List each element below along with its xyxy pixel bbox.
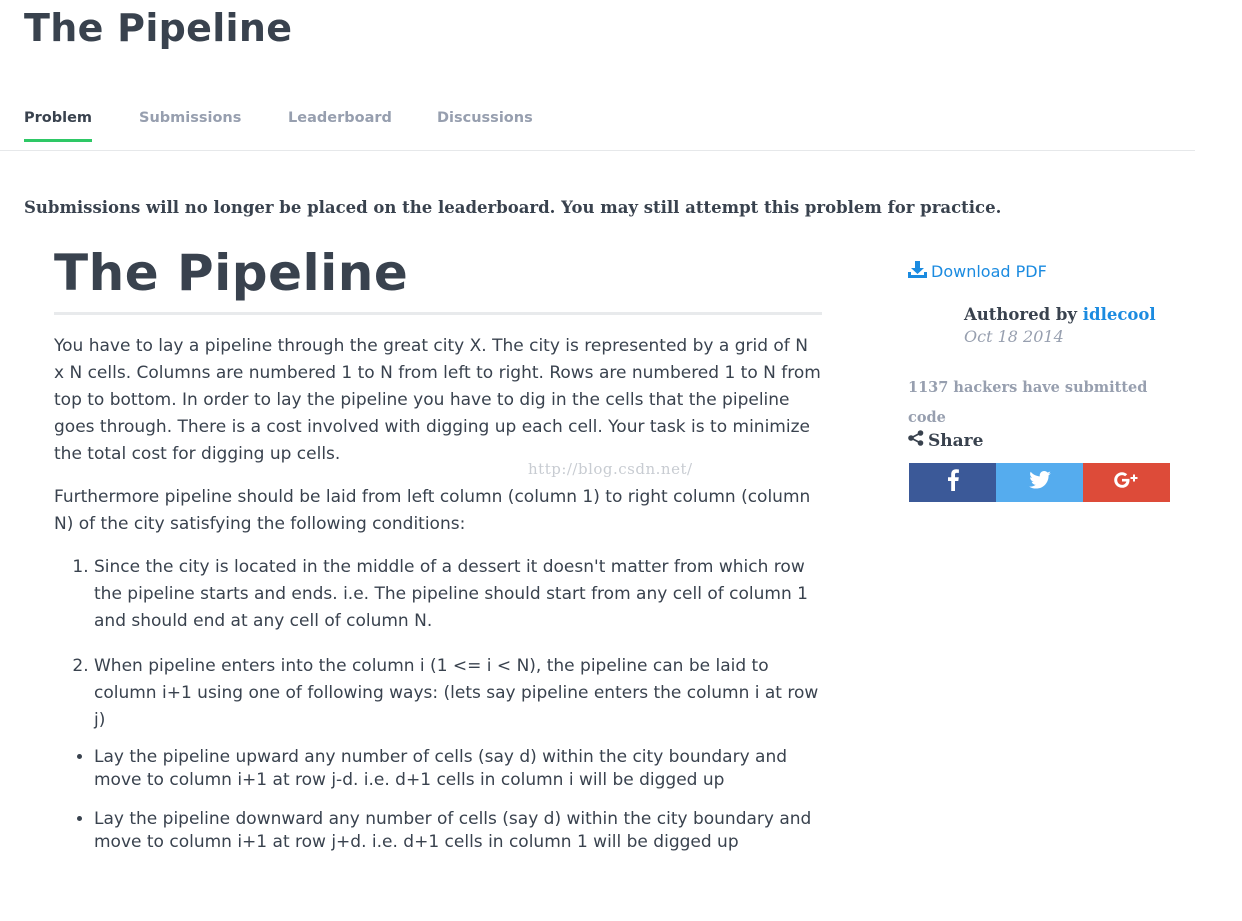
- problem-statement: [54, 244, 822, 870]
- share-label-row: [908, 430, 983, 451]
- watermark: http://blog.csdn.net/: [528, 460, 693, 478]
- share-icon: [908, 430, 928, 451]
- problem-paragraph: Furthermore pipeline should be laid from left column (column 1) to right column (column N) of the city satisfying the following conditions:: [54, 487, 811, 534]
- twitter-share-button[interactable]: [996, 463, 1083, 502]
- leaderboard-notice: Submissions will no longer be placed on the leaderboard. You may still attempt this problem for practice.: [24, 198, 1002, 217]
- problem-paragraph: You have to lay a pipeline through the great city X. The city is represented by a grid of N x N cells. Columns are numbered 1 to N from left to right. Rows are numbered 1 to N from top to bottom. In order to lay the pipeline you have to dig in the cells that the pipeline goes through. There is a cost involved with digging up each cell. Your task is to minimize the total cost for digging up cells.: [54, 336, 821, 464]
- download-pdf-link[interactable]: [908, 261, 1047, 282]
- list-item: • Lay the pipeline upward any number of cells (say d) within the city boundary and move to column i+1 at row j-d. i.e. d+1 cells in column i will be digged up: [94, 746, 822, 791]
- authored-prefix: Authored by: [964, 305, 1078, 324]
- list-item: 2. When pipeline enters into the column i (1 <= i < N), the pipeline can be laid to column i+1 using one of following ways: (lets say pipeline enters the column i at row j): [94, 653, 822, 734]
- tab-discussions[interactable]: Discussions: [437, 110, 533, 126]
- facebook-share-button[interactable]: [909, 463, 996, 502]
- download-label: Download PDF: [931, 262, 1047, 281]
- facebook-icon: [947, 469, 959, 497]
- tab-leaderboard[interactable]: Leaderboard: [288, 110, 392, 126]
- submission-count: 1137 hackers have submitted code: [908, 379, 1148, 426]
- list-item: 1. Since the city is located in the middle of a dessert it doesn't matter from which row the pipeline starts and ends. i.e. The pipeline should start from any cell of column 1 and should end at any cell of column N.: [94, 554, 822, 635]
- tab-submissions[interactable]: Submissions: [139, 110, 242, 126]
- google-plus-icon: [1114, 470, 1140, 496]
- download-icon: [908, 261, 931, 282]
- twitter-icon: [1029, 470, 1051, 495]
- share-label: Share: [928, 430, 984, 451]
- authored-date: Oct 18 2014: [964, 327, 1064, 346]
- social-buttons: [909, 463, 1170, 502]
- list-item: • Lay the pipeline downward any number of cells (say d) within the city boundary and move to column i+1 at row j+d. i.e. d+1 cells in column 1 will be digged up: [94, 808, 822, 853]
- tab-problem[interactable]: Problem: [24, 110, 92, 142]
- page-title: The Pipeline: [24, 6, 293, 50]
- problem-heading: The Pipeline: [54, 244, 822, 315]
- ways-list: [54, 746, 822, 853]
- conditions-list: [54, 554, 822, 734]
- author-link[interactable]: idlecool: [1082, 305, 1156, 324]
- tab-bar: [0, 96, 1195, 151]
- author-line: [964, 305, 1156, 324]
- google-plus-share-button[interactable]: [1083, 463, 1170, 502]
